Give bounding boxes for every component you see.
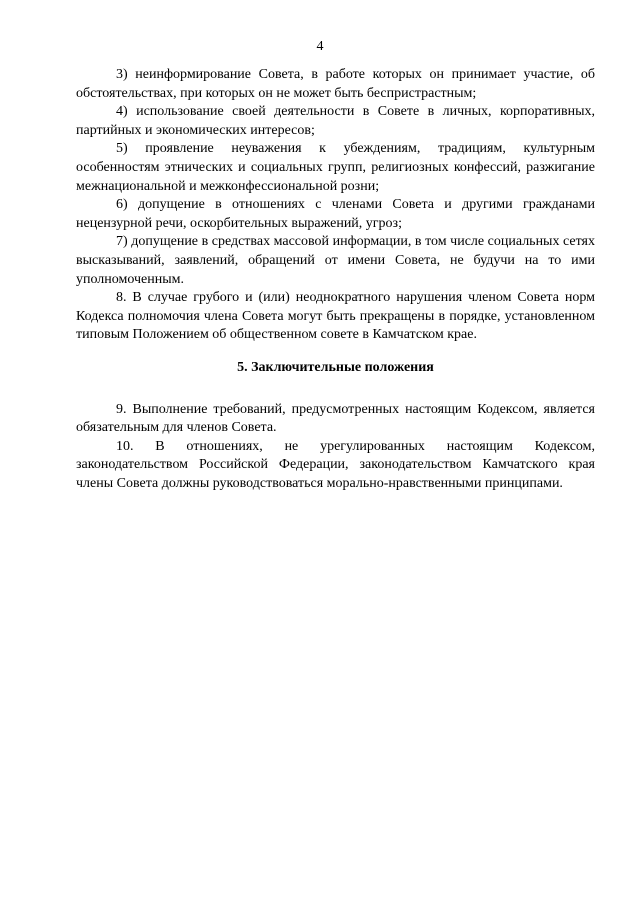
paragraph-clause-10: 10. В отношениях, не урегулированных настоящим Кодексом, законодательством Российской Федерации, законодательством Камчатского края члены Совета должны руководствоваться морально-нравственными принципами. [76,438,595,491]
page-number: 4 [316,39,324,54]
paragraph-item-5: 5) проявление неуважения к убеждениям, традициям, культурным особенностям этнических и социальных групп, религиозных конфессий, разжигание межнациональной и межконфессиональной розни; [76,141,595,194]
paragraph-clause-9: 9. Выполнение требований, предусмотренных настоящим Кодексом, является обязательным для членов Совета. [76,401,595,436]
document-body [76,66,595,493]
paragraph-item-4: 4) использование своей деятельности в Совете в личных, корпоративных, партийных и экономических интересов; [76,104,595,138]
section-heading: 5. Заключительные положения [237,359,434,375]
paragraph-item-6: 6) допущение в отношениях с членами Совета и другими гражданами нецензурной речи, оскорбительных выражений, угроз; [76,197,595,231]
paragraph-item-3: 3) неинформирование Совета, в работе которых он принимает участие, об обстоятельствах, при которых он не может быть беспристрастным; [76,67,595,101]
paragraph-clause-8: 8. В случае грубого и (или) неоднократного нарушения членом Совета норм Кодекса полномочия члена Совета могут быть прекращены в порядке, установленном типовым Положением об общественном совете в Камчатском крае. [76,290,595,343]
paragraph-item-7: 7) допущение в средствах массовой информации, в том числе социальных сетях высказываний, заявлений, обращений от имени Совета, не будучи на то ими уполномоченным. [76,234,595,287]
